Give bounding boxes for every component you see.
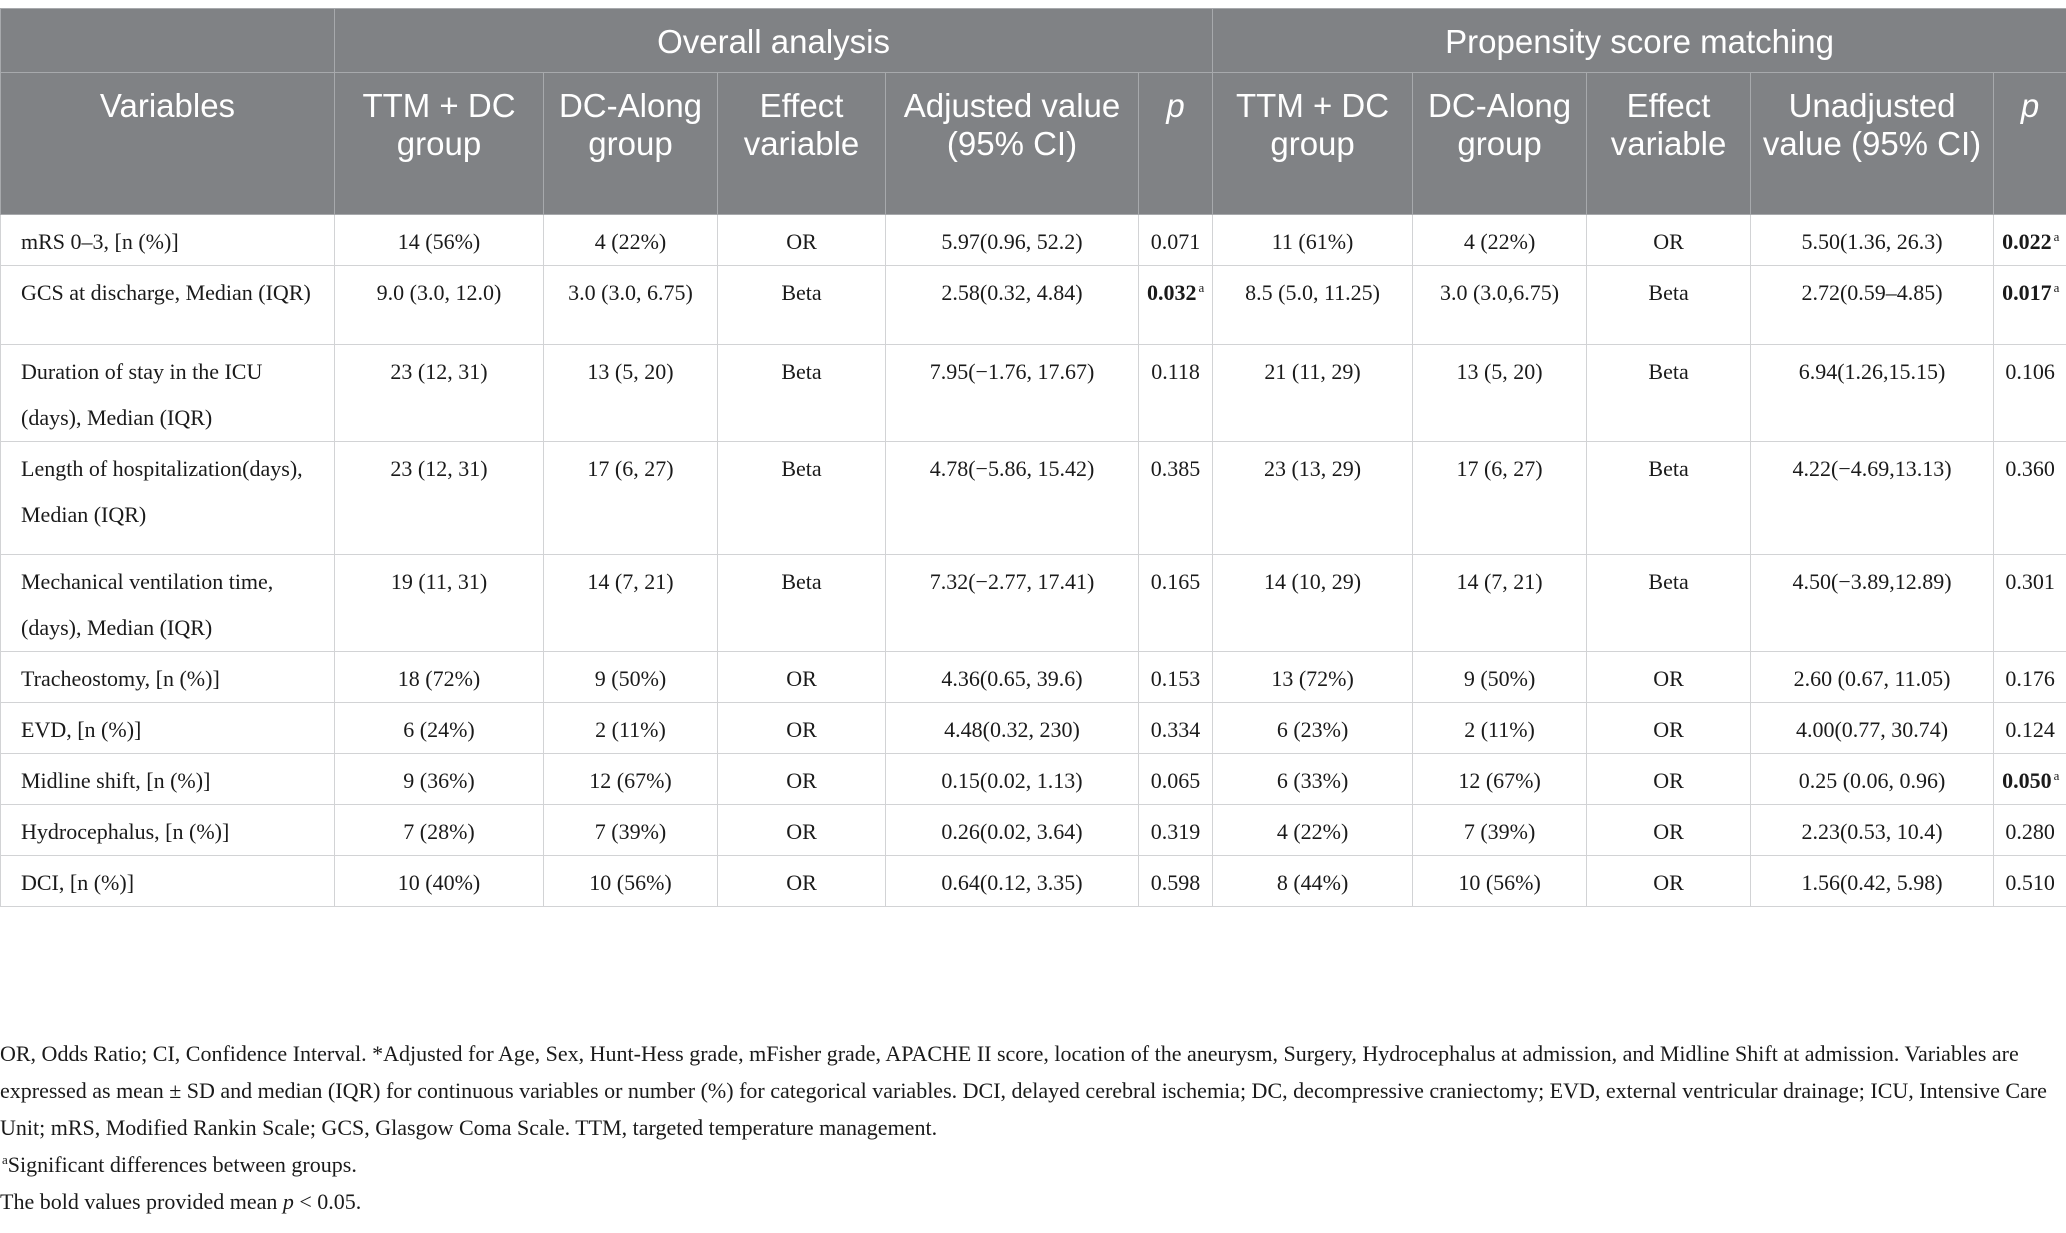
cell-p-psm-text: 0.280 [2005, 819, 2055, 844]
cell-adjusted [886, 442, 1139, 555]
footnote-bold-p: p [282, 1189, 294, 1214]
cell-p-text: 0.385 [1150, 456, 1201, 481]
cell-effect-text: OR [786, 229, 817, 254]
cell-unadjusted-text: 2.23(0.53, 10.4) [1801, 819, 1943, 844]
cell-dc-along-psm-text: 17 (6, 27) [1456, 456, 1543, 481]
cell-effect-text: OR [786, 717, 817, 742]
cell-effect [718, 652, 886, 703]
cell-effect-psm-text: Beta [1648, 456, 1689, 481]
cell-variable-text: DCI, [n (%)] [21, 870, 135, 895]
cell-dc-along-text: 7 (39%) [594, 819, 667, 844]
cell-variable [1, 652, 335, 703]
cell-variable [1, 345, 335, 442]
cell-p-psm-text: 0.017 [2002, 280, 2052, 305]
significance-marker: a [1198, 279, 1205, 295]
cell-ttm-dc [335, 215, 544, 266]
cell-adjusted [886, 266, 1139, 345]
cell-dc-along-psm-text: 9 (50%) [1463, 666, 1536, 691]
cell-p [1139, 266, 1213, 345]
cell-ttm-dc-text: 18 (72%) [397, 666, 481, 691]
cell-unadjusted-text: 0.25 (0.06, 0.96) [1798, 768, 1946, 793]
cell-ttm-dc-psm-text: 6 (33%) [1276, 768, 1349, 793]
cell-unadjusted [1751, 215, 1994, 266]
cell-unadjusted-text: 2.60 (0.67, 11.05) [1793, 666, 1951, 691]
cell-p-psm-text: 0.106 [2005, 359, 2055, 384]
cell-p [1139, 856, 1213, 907]
cell-effect [718, 754, 886, 805]
cell-p-psm [1994, 442, 2066, 555]
header-blank-cell [1, 9, 335, 73]
cell-effect [718, 856, 886, 907]
cell-dc-along-psm [1413, 652, 1587, 703]
cell-unadjusted [1751, 754, 1994, 805]
cell-adjusted [886, 703, 1139, 754]
cell-effect-psm [1587, 754, 1751, 805]
cell-dc-along-psm [1413, 805, 1587, 856]
cell-effect-psm-text: Beta [1648, 569, 1689, 594]
cell-dc-along-psm-text: 3.0 (3.0,6.75) [1439, 280, 1560, 305]
table-row [1, 442, 2066, 555]
cell-dc-along-psm [1413, 856, 1587, 907]
cell-ttm-dc-psm [1213, 266, 1413, 345]
cell-ttm-dc-psm-text: 8.5 (5.0, 11.25) [1245, 280, 1380, 305]
cell-p-psm [1994, 555, 2066, 652]
cell-dc-along-psm [1413, 345, 1587, 442]
cell-effect-text: Beta [781, 359, 822, 384]
cell-p-text: 0.032 [1147, 280, 1197, 305]
cell-dc-along-text: 17 (6, 27) [587, 456, 674, 481]
cell-effect-psm-text: OR [1653, 666, 1684, 691]
header-effect-psm: Effect variable [1587, 73, 1751, 215]
cell-ttm-dc-text: 9 (36%) [403, 768, 475, 793]
cell-dc-along-psm [1413, 555, 1587, 652]
cell-p [1139, 555, 1213, 652]
cell-unadjusted-text: 5.50(1.36, 26.3) [1801, 229, 1943, 254]
cell-p-text: 0.153 [1150, 666, 1201, 691]
cell-dc-along [544, 703, 718, 754]
cell-ttm-dc-psm-text: 11 (61%) [1271, 229, 1354, 254]
cell-variable-text: Mechanical ventilation time, (days), Median (IQR) [21, 569, 274, 640]
cell-effect-psm [1587, 266, 1751, 345]
cell-dc-along [544, 442, 718, 555]
cell-ttm-dc-text: 7 (28%) [403, 819, 475, 844]
cell-dc-along [544, 215, 718, 266]
cell-p-psm [1994, 703, 2066, 754]
cell-variable [1, 555, 335, 652]
table-footnotes [0, 1035, 2066, 1220]
cell-effect-text: Beta [781, 280, 822, 305]
cell-p-text: 0.065 [1150, 768, 1201, 793]
cell-variable-text: Length of hospitalization(days), Median (IQR) [21, 456, 303, 527]
cell-ttm-dc-text: 23 (12, 31) [390, 359, 488, 384]
cell-p-psm [1994, 856, 2066, 907]
header-p [1139, 73, 1213, 215]
cell-effect [718, 555, 886, 652]
cell-effect-psm [1587, 856, 1751, 907]
cell-p-psm-text: 0.360 [2005, 456, 2055, 481]
cell-p-text: 0.598 [1150, 870, 1201, 895]
cell-dc-along-psm-text: 13 (5, 20) [1456, 359, 1543, 384]
table-row [1, 754, 2066, 805]
cell-adjusted [886, 754, 1139, 805]
cell-adjusted-text: 7.32(−2.77, 17.41) [929, 569, 1095, 594]
cell-dc-along-text: 2 (11%) [595, 717, 666, 742]
cell-ttm-dc-psm-text: 14 (10, 29) [1263, 569, 1362, 594]
header-dc-along: DC-Along group [544, 73, 718, 215]
cell-effect-text: OR [786, 870, 817, 895]
cell-effect-text: Beta [781, 569, 822, 594]
significance-marker: a [2053, 279, 2060, 295]
cell-ttm-dc [335, 703, 544, 754]
footnote-bold-suffix: < 0.05. [293, 1189, 362, 1214]
header-p-text: p [1166, 87, 1185, 124]
cell-ttm-dc-psm-text: 8 (44%) [1276, 870, 1349, 895]
cell-effect [718, 703, 886, 754]
footnote-abbreviations: OR, Odds Ratio; CI, Confidence Interval. *Adjusted for Age, Sex, Hunt-Hess grade, mFisher grade, APACHE II score, location of the aneurysm, Surgery, Hydrocephalus at admission, and Midline Shift at admission. Variables are expressed as mean ± SD and median (IQR) for continuous variables or number (%) for categorical variables. DCI, delayed cerebral ischemia; DC, decompressive craniectomy; EVD, external ventricular drainage; ICU, Intensive Care Unit; mRS, Modified Rankin Scale; GCS, Glasgow Coma Scale. TTM, targeted temperature management. [0, 1041, 2047, 1140]
cell-adjusted [886, 805, 1139, 856]
cell-adjusted [886, 555, 1139, 652]
cell-ttm-dc-text: 23 (12, 31) [390, 456, 488, 481]
footnote-significance [0, 1146, 2066, 1183]
cell-dc-along [544, 555, 718, 652]
cell-ttm-dc-psm-text: 23 (13, 29) [1263, 456, 1362, 481]
cell-dc-along-psm-text: 7 (39%) [1463, 819, 1536, 844]
footnote-significance-text: Significant differences between groups. [7, 1152, 357, 1177]
cell-dc-along-psm [1413, 703, 1587, 754]
cell-adjusted-text: 4.48(0.32, 230) [944, 717, 1080, 742]
cell-p [1139, 345, 1213, 442]
cell-ttm-dc [335, 345, 544, 442]
cell-p [1139, 652, 1213, 703]
cell-variable [1, 856, 335, 907]
cell-dc-along-psm [1413, 442, 1587, 555]
cell-ttm-dc [335, 805, 544, 856]
cell-adjusted-text: 0.26(0.02, 3.64) [941, 819, 1083, 844]
cell-ttm-dc-psm [1213, 754, 1413, 805]
cell-p-psm [1994, 754, 2066, 805]
cell-ttm-dc-text: 9.0 (3.0, 12.0) [376, 280, 502, 305]
cell-effect [718, 345, 886, 442]
table-row [1, 555, 2066, 652]
cell-adjusted-text: 4.36(0.65, 39.6) [941, 666, 1083, 691]
table-row [1, 856, 2066, 907]
cell-p-psm [1994, 345, 2066, 442]
cell-ttm-dc-psm-text: 6 (23%) [1276, 717, 1349, 742]
cell-effect-psm [1587, 555, 1751, 652]
cell-effect [718, 215, 886, 266]
cell-p-psm-text: 0.510 [2005, 870, 2055, 895]
cell-adjusted [886, 215, 1139, 266]
header-unadjusted: Unadjusted value (95% CI) [1751, 73, 1994, 215]
cell-unadjusted-text: 4.00(0.77, 30.74) [1795, 717, 1949, 742]
table-row [1, 652, 2066, 703]
cell-dc-along-text: 9 (50%) [594, 666, 667, 691]
cell-adjusted-text: 0.15(0.02, 1.13) [941, 768, 1083, 793]
cell-ttm-dc-psm-text: 4 (22%) [1276, 819, 1349, 844]
table-row [1, 215, 2066, 266]
cell-adjusted-text: 2.58(0.32, 4.84) [941, 280, 1083, 305]
cell-variable-text: EVD, [n (%)] [21, 717, 142, 742]
cell-effect [718, 805, 886, 856]
cell-adjusted-text: 0.64(0.12, 3.35) [941, 870, 1083, 895]
header-p-psm [1994, 73, 2066, 215]
cell-ttm-dc-psm [1213, 215, 1413, 266]
cell-ttm-dc-psm [1213, 805, 1413, 856]
cell-effect-text: OR [786, 768, 817, 793]
cell-dc-along-psm-text: 4 (22%) [1463, 229, 1536, 254]
header-adjusted: Adjusted value (95% CI) [886, 73, 1139, 215]
cell-ttm-dc-psm [1213, 856, 1413, 907]
cell-effect-psm [1587, 345, 1751, 442]
cell-ttm-dc-psm-text: 13 (72%) [1271, 666, 1354, 691]
cell-variable-text: Tracheostomy, [n (%)] [21, 666, 220, 691]
cell-dc-along-psm [1413, 215, 1587, 266]
cell-variable [1, 266, 335, 345]
cell-variable-text: Midline shift, [n (%)] [21, 768, 211, 793]
cell-unadjusted-text: 2.72(0.59–4.85) [1801, 280, 1943, 305]
cell-p [1139, 215, 1213, 266]
cell-dc-along-psm-text: 2 (11%) [1464, 717, 1535, 742]
cell-unadjusted [1751, 442, 1994, 555]
cell-adjusted-text: 7.95(−1.76, 17.67) [929, 359, 1095, 384]
header-p-psm-text: p [2020, 87, 2040, 124]
cell-ttm-dc [335, 555, 544, 652]
cell-p-psm-text: 0.301 [2005, 569, 2055, 594]
cell-ttm-dc-psm [1213, 652, 1413, 703]
footnote-bold-prefix: The bold values provided mean [0, 1189, 283, 1214]
cell-p-psm [1994, 652, 2066, 703]
cell-p [1139, 754, 1213, 805]
cell-dc-along [544, 754, 718, 805]
cell-dc-along [544, 652, 718, 703]
cell-ttm-dc-text: 6 (24%) [403, 717, 475, 742]
cell-dc-along [544, 345, 718, 442]
cell-unadjusted [1751, 703, 1994, 754]
cell-p-psm-text: 0.050 [2002, 768, 2052, 793]
table-row [1, 266, 2066, 345]
cell-effect-psm [1587, 215, 1751, 266]
cell-ttm-dc-psm [1213, 345, 1413, 442]
cell-p [1139, 703, 1213, 754]
cell-unadjusted-text: 4.22(−4.69,13.13) [1792, 456, 1952, 481]
header-variables: Variables [1, 73, 335, 215]
cell-p-psm [1994, 266, 2066, 345]
cell-dc-along-text: 14 (7, 21) [587, 569, 674, 594]
cell-variable [1, 805, 335, 856]
cell-effect [718, 442, 886, 555]
results-table [0, 8, 2066, 907]
cell-effect-psm-text: OR [1653, 819, 1684, 844]
cell-unadjusted [1751, 345, 1994, 442]
cell-p-text: 0.071 [1150, 229, 1201, 254]
cell-variable-text: Duration of stay in the ICU (days), Median (IQR) [21, 359, 263, 430]
cell-unadjusted-text: 1.56(0.42, 5.98) [1801, 870, 1943, 895]
cell-dc-along-text: 4 (22%) [594, 229, 667, 254]
cell-effect-psm-text: Beta [1648, 359, 1689, 384]
cell-variable [1, 215, 335, 266]
cell-dc-along [544, 856, 718, 907]
cell-p-text: 0.165 [1150, 569, 1201, 594]
cell-dc-along-psm [1413, 754, 1587, 805]
cell-effect-psm-text: OR [1653, 717, 1684, 742]
table-row [1, 345, 2066, 442]
cell-p-psm [1994, 805, 2066, 856]
cell-dc-along-text: 10 (56%) [589, 870, 672, 895]
cell-dc-along-psm [1413, 266, 1587, 345]
cell-ttm-dc [335, 652, 544, 703]
cell-p-psm [1994, 215, 2066, 266]
cell-ttm-dc-text: 19 (11, 31) [390, 569, 488, 594]
cell-variable-text: mRS 0–3, [n (%)] [21, 229, 179, 254]
cell-ttm-dc [335, 442, 544, 555]
table-wrapper [0, 8, 2066, 907]
cell-ttm-dc-psm [1213, 442, 1413, 555]
cell-p-psm-text: 0.124 [2005, 717, 2055, 742]
cell-effect-psm-text: OR [1653, 870, 1684, 895]
cell-effect-psm-text: OR [1653, 768, 1684, 793]
cell-p-text: 0.334 [1150, 717, 1201, 742]
cell-dc-along-text: 13 (5, 20) [587, 359, 674, 384]
cell-dc-along-psm-text: 10 (56%) [1458, 870, 1541, 895]
cell-effect [718, 266, 886, 345]
cell-unadjusted [1751, 856, 1994, 907]
cell-p [1139, 805, 1213, 856]
cell-ttm-dc-psm-text: 21 (11, 29) [1264, 359, 1361, 384]
cell-p-text: 0.118 [1151, 359, 1200, 384]
cell-effect-text: OR [786, 819, 817, 844]
cell-adjusted-text: 5.97(0.96, 52.2) [941, 229, 1083, 254]
table-row [1, 703, 2066, 754]
cell-dc-along-text: 12 (67%) [589, 768, 672, 793]
cell-variable-text: Hydrocephalus, [n (%)] [21, 819, 230, 844]
cell-variable [1, 703, 335, 754]
cell-ttm-dc [335, 856, 544, 907]
cell-variable-text: GCS at discharge, Median (IQR) [21, 280, 311, 305]
cell-ttm-dc-psm [1213, 555, 1413, 652]
cell-ttm-dc-text: 10 (40%) [397, 870, 481, 895]
cell-effect-psm-text: OR [1653, 229, 1684, 254]
cell-unadjusted [1751, 266, 1994, 345]
significance-marker: a [2053, 767, 2060, 783]
cell-ttm-dc [335, 754, 544, 805]
cell-adjusted [886, 856, 1139, 907]
cell-dc-along-text: 3.0 (3.0, 6.75) [568, 280, 693, 305]
cell-variable [1, 754, 335, 805]
cell-ttm-dc-psm [1213, 703, 1413, 754]
significance-marker: a [2053, 228, 2060, 244]
cell-effect-psm [1587, 805, 1751, 856]
cell-unadjusted-text: 4.50(−3.89,12.89) [1792, 569, 1952, 594]
footnote-bold-note [0, 1183, 2066, 1220]
cell-dc-along [544, 266, 718, 345]
cell-p-psm-text: 0.176 [2005, 666, 2055, 691]
header-ttm-dc: TTM + DC group [335, 73, 544, 215]
cell-p [1139, 442, 1213, 555]
cell-adjusted [886, 652, 1139, 703]
cell-effect-text: OR [786, 666, 817, 691]
header-group-psm: Propensity score matching [1213, 9, 2066, 73]
cell-effect-psm-text: Beta [1648, 280, 1689, 305]
header-ttm-dc-psm: TTM + DC group [1213, 73, 1413, 215]
cell-ttm-dc [335, 266, 544, 345]
cell-unadjusted-text: 6.94(1.26,15.15) [1798, 359, 1946, 384]
table-row [1, 805, 2066, 856]
cell-adjusted [886, 345, 1139, 442]
cell-unadjusted [1751, 805, 1994, 856]
cell-dc-along-psm-text: 14 (7, 21) [1456, 569, 1543, 594]
table-header [1, 9, 2066, 215]
cell-dc-along-psm-text: 12 (67%) [1458, 768, 1541, 793]
cell-effect-psm [1587, 703, 1751, 754]
header-dc-along-psm: DC-Along group [1413, 73, 1587, 215]
cell-p-psm-text: 0.022 [2002, 229, 2052, 254]
cell-dc-along [544, 805, 718, 856]
cell-ttm-dc-text: 14 (56%) [397, 229, 481, 254]
cell-adjusted-text: 4.78(−5.86, 15.42) [929, 456, 1095, 481]
table-body [1, 215, 2066, 907]
header-group-overall: Overall analysis [335, 9, 1213, 73]
cell-effect-text: Beta [781, 456, 822, 481]
cell-unadjusted [1751, 652, 1994, 703]
header-effect: Effect variable [718, 73, 886, 215]
cell-unadjusted [1751, 555, 1994, 652]
cell-effect-psm [1587, 442, 1751, 555]
cell-effect-psm [1587, 652, 1751, 703]
cell-variable [1, 442, 335, 555]
footnote-marker: a [2, 1151, 8, 1167]
cell-p-text: 0.319 [1150, 819, 1201, 844]
